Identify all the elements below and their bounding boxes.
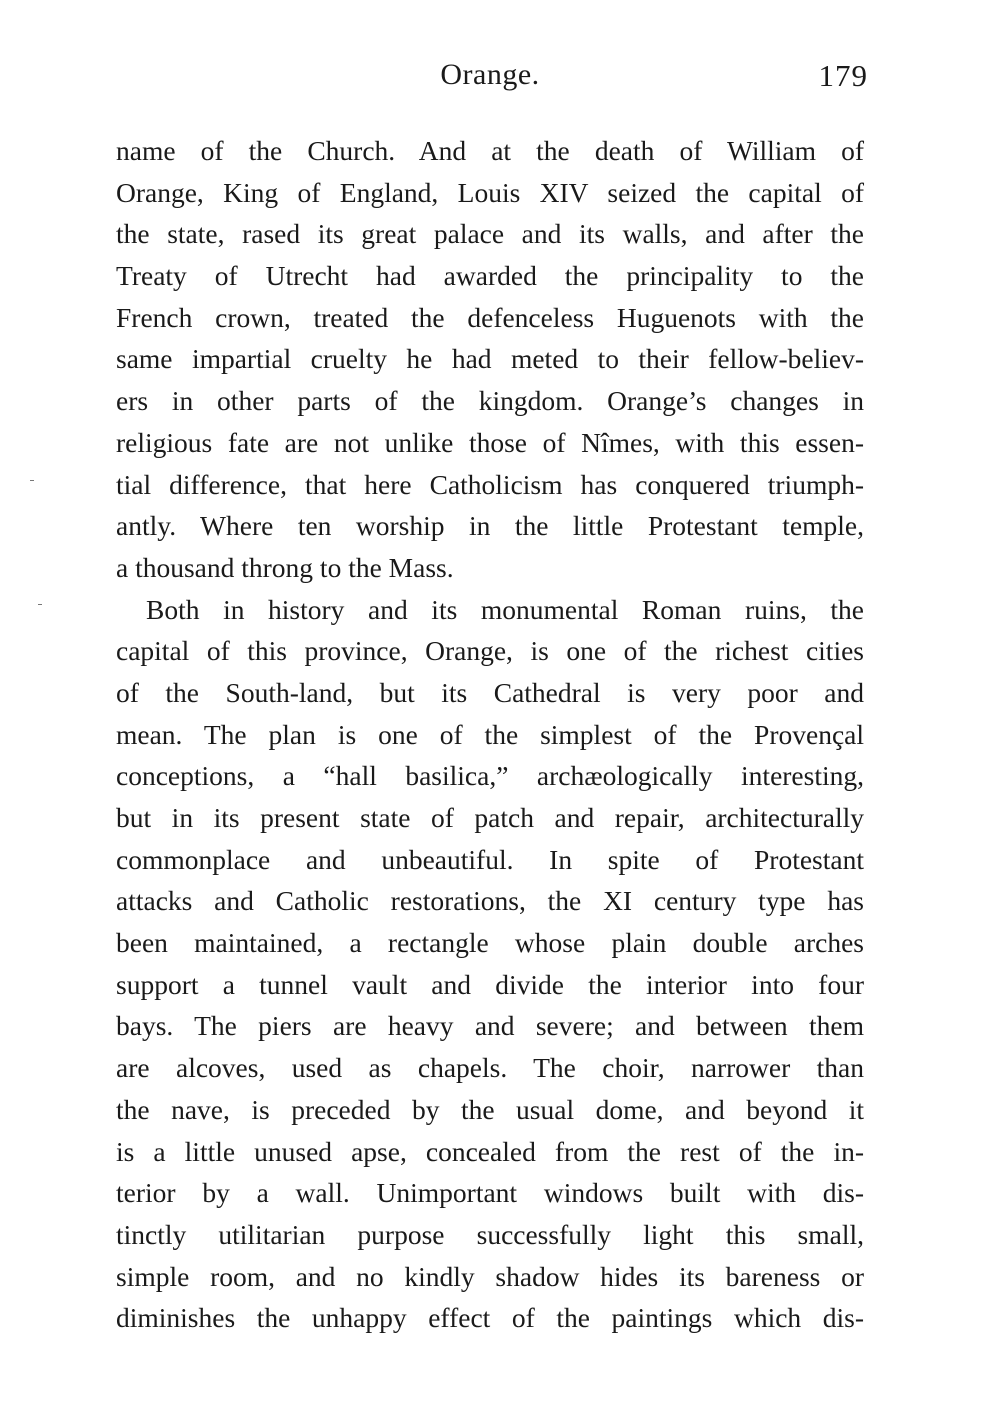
text-line: tinctly utilitarian purpose successfully light this small, <box>116 1218 864 1250</box>
text-line: Both in history and its monumental Roman ruins, the <box>146 593 864 625</box>
text-line: the nave, is preceded by the usual dome, and beyond it <box>116 1093 864 1125</box>
text-line: terior by a wall. Unimportant windows built with dis- <box>116 1177 864 1209</box>
text-line: support a tunnel vault and divide the interior into four <box>116 968 864 1000</box>
text-line: religious fate are not unlike those of Nîmes, with this essen- <box>116 426 864 458</box>
text-line: diminishes the unhappy effect of the paintings which dis- <box>116 1302 864 1334</box>
text-line: conceptions, a “hall basilica,” archæologically interesting, <box>116 760 864 792</box>
text-line: French crown, treated the defenceless Huguenots with the <box>116 301 864 333</box>
text-line: attacks and Catholic restorations, the XI century type has <box>116 885 864 917</box>
text-line: been maintained, a rectangle whose plain double arches <box>116 927 864 959</box>
text-line: tial difference, that here Catholicism has conquered triumph- <box>116 468 864 500</box>
text-line: the state, rased its great palace and its walls, and after the <box>116 218 864 250</box>
text-line: bays. The piers are heavy and severe; and between them <box>116 1010 864 1042</box>
scan-speck <box>30 480 34 481</box>
text-line: but in its present state of patch and repair, architecturally <box>116 802 864 833</box>
scan-speck <box>38 604 42 605</box>
text-line: simple room, and no kindly shadow hides its bareness or <box>116 1260 864 1292</box>
text-line: Orange, King of England, Louis XIV seized the capital of <box>116 176 864 208</box>
running-head <box>116 58 868 108</box>
text-line: are alcoves, used as chapels. The choir, narrower than <box>116 1052 864 1084</box>
text-line: same impartial cruelty he had meted to their fellow-believ- <box>116 343 864 375</box>
paragraph-1 <box>116 130 864 589</box>
text-line: antly. Where ten worship in the little Protestant temple, <box>116 510 864 542</box>
running-head-title: Orange. <box>440 58 540 91</box>
text-line: commonplace and unbeautiful. In spite of Protestant <box>116 843 864 875</box>
page-number: 179 <box>818 58 868 93</box>
text-line: a thousand throng to the Mass. <box>116 551 454 583</box>
text-line: mean. The plan is one of the simplest of the Provençal <box>116 718 864 750</box>
paragraph-2 <box>116 589 864 1339</box>
text-line: of the South-land, but its Cathedral is very poor and <box>116 676 864 708</box>
text-line: ers in other parts of the kingdom. Orange’s changes in <box>116 385 864 417</box>
text-line: capital of this province, Orange, is one of the richest cities <box>116 635 864 667</box>
body-text <box>116 130 864 1339</box>
text-line: is a little unused apse, concealed from the rest of the in- <box>116 1135 864 1167</box>
text-line: name of the Church. And at the death of William of <box>116 135 864 166</box>
text-line: Treaty of Utrecht had awarded the principality to the <box>116 260 864 292</box>
